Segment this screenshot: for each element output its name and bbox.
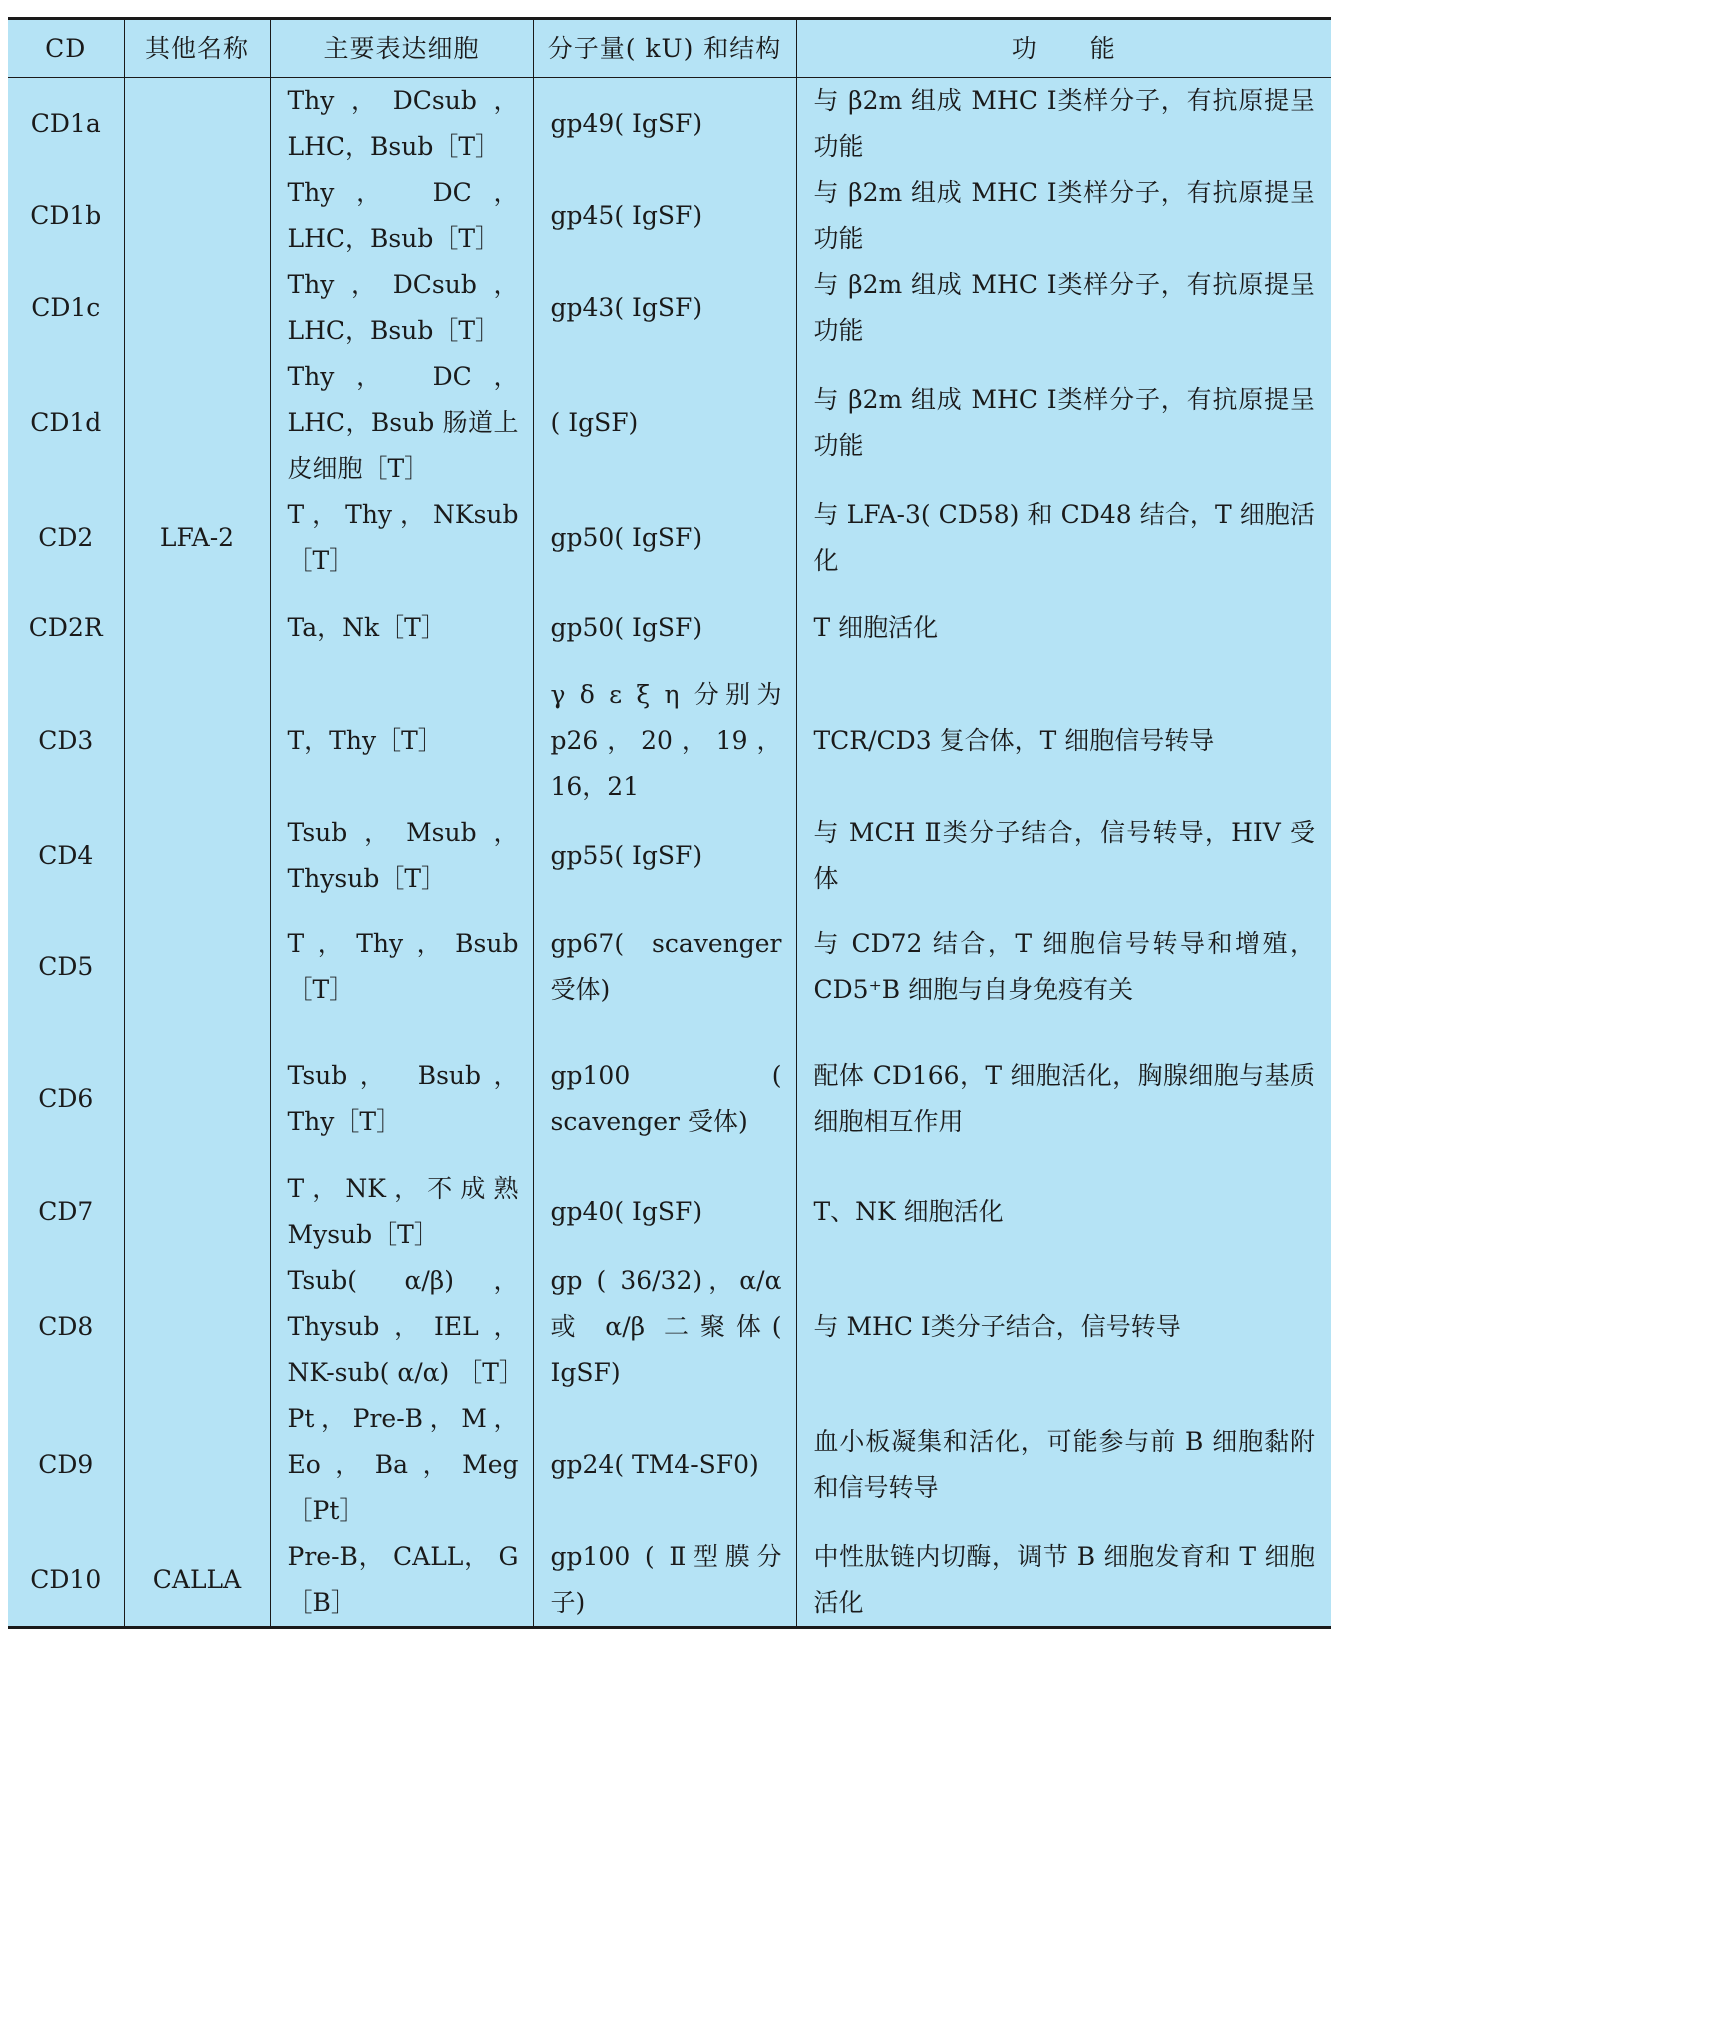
cells-cell: T，Thy［T］ bbox=[270, 672, 533, 810]
function-cell: T、NK 细胞活化 bbox=[796, 1166, 1331, 1258]
function-cell: T 细胞活化 bbox=[796, 584, 1331, 672]
cd-cell: CD4 bbox=[38, 841, 94, 870]
cd-cell: CD7 bbox=[38, 1197, 94, 1226]
table-row bbox=[8, 78, 1331, 171]
alt-name-cell bbox=[124, 902, 270, 1032]
alt-name-cell bbox=[124, 1396, 270, 1534]
table-row bbox=[8, 902, 1331, 1032]
molecular-weight-cell: gp ( 36/32)，α/α 或 α/β 二聚体( IgSF) bbox=[533, 1258, 796, 1396]
header-cells: 主要表达细胞 bbox=[270, 20, 533, 78]
function-cell: 与 β2m 组成 MHC Ⅰ类样分子，有抗原提呈功能 bbox=[796, 170, 1331, 262]
alt-name-cell bbox=[124, 584, 270, 672]
function-cell: 与 MCH Ⅱ类分子结合，信号转导，HIV 受体 bbox=[796, 810, 1331, 902]
header-alt-name: 其他名称 bbox=[124, 20, 270, 78]
function-cell: 中性肽链内切酶，调节 B 细胞发育和 T 细胞活化 bbox=[796, 1534, 1331, 1626]
cd-molecule-table bbox=[8, 17, 1331, 1629]
function-cell: TCR/CD3 复合体，T 细胞信号转导 bbox=[796, 672, 1331, 810]
alt-name-cell bbox=[124, 1258, 270, 1396]
function-cell: 与 CD72 结合，T 细胞信号转导和增殖，CD5⁺B 细胞与自身免疫有关 bbox=[796, 902, 1331, 1032]
cells-cell: Thy， DC， LHC，Bsub［T］ bbox=[270, 170, 533, 262]
cells-cell: T，Thy，Bsub［T］ bbox=[270, 902, 533, 1032]
cells-cell: Tsub， Bsub， Thy［T］ bbox=[270, 1032, 533, 1166]
header-function: 功 能 bbox=[796, 20, 1331, 78]
function-cell: 与 MHC Ⅰ类分子结合，信号转导 bbox=[796, 1258, 1331, 1396]
molecular-weight-cell: gp67( scavenger 受体) bbox=[533, 902, 796, 1032]
function-cell: 与 β2m 组成 MHC Ⅰ类样分子，有抗原提呈功能 bbox=[796, 78, 1331, 171]
table-row bbox=[8, 810, 1331, 902]
cd-cell: CD2 bbox=[38, 523, 94, 552]
alt-name-cell bbox=[124, 810, 270, 902]
molecular-weight-cell: gp49( IgSF) bbox=[533, 78, 796, 171]
cells-cell: Ta，Nk［T］ bbox=[270, 584, 533, 672]
function-cell: 血小板凝集和活化，可能参与前 B 细胞黏附和信号转导 bbox=[796, 1396, 1331, 1534]
molecular-weight-cell: gp24( TM4-SF0) bbox=[533, 1396, 796, 1534]
molecular-weight-cell: gp100 ( scavenger 受体) bbox=[533, 1032, 796, 1166]
function-cell: 与 β2m 组成 MHC Ⅰ类样分子，有抗原提呈功能 bbox=[796, 354, 1331, 492]
alt-name-cell bbox=[124, 672, 270, 810]
molecular-weight-cell: gp50( IgSF) bbox=[533, 492, 796, 584]
cd-cell: CD2R bbox=[28, 613, 103, 642]
cells-cell: Thy，DCsub，LHC，Bsub［T］ bbox=[270, 78, 533, 171]
cells-cell: Pt，Pre-B，M，Eo，Ba，Meg［Pt］ bbox=[270, 1396, 533, 1534]
table-row bbox=[8, 1166, 1331, 1258]
cd-cell: CD1d bbox=[30, 408, 102, 437]
header-row bbox=[8, 20, 1331, 78]
alt-name-cell bbox=[124, 262, 270, 354]
table bbox=[8, 20, 1331, 1626]
cd-cell: CD3 bbox=[38, 726, 94, 755]
table-row bbox=[8, 1534, 1331, 1626]
molecular-weight-cell: gp45( IgSF) bbox=[533, 170, 796, 262]
table-row bbox=[8, 1396, 1331, 1534]
alt-name-cell: CALLA bbox=[124, 1534, 270, 1626]
function-cell: 与 β2m 组成 MHC Ⅰ类样分子，有抗原提呈功能 bbox=[796, 262, 1331, 354]
alt-name-cell bbox=[124, 1032, 270, 1166]
table-row bbox=[8, 170, 1331, 262]
molecular-weight-cell: gp43( IgSF) bbox=[533, 262, 796, 354]
header-molecular-weight: 分子量( kU) 和结构 bbox=[533, 20, 796, 78]
cd-cell: CD6 bbox=[38, 1084, 94, 1113]
alt-name-cell bbox=[124, 354, 270, 492]
table-row bbox=[8, 262, 1331, 354]
cd-cell: CD1c bbox=[31, 293, 101, 322]
molecular-weight-cell: gp100 ( Ⅱ型膜分子) bbox=[533, 1534, 796, 1626]
table-row bbox=[8, 1258, 1331, 1396]
function-cell: 与 LFA-3( CD58) 和 CD48 结合，T 细胞活化 bbox=[796, 492, 1331, 584]
molecular-weight-cell: gp50( IgSF) bbox=[533, 584, 796, 672]
cd-cell: CD1a bbox=[30, 109, 101, 138]
cd-cell: CD8 bbox=[38, 1312, 94, 1341]
cells-cell: Tsub( α/β)，Thysub，IEL，NK-sub( α/α) ［T］ bbox=[270, 1258, 533, 1396]
cells-cell: T，Thy，NKsub［T］ bbox=[270, 492, 533, 584]
cells-cell: Thy，DCsub，LHC，Bsub［T］ bbox=[270, 262, 533, 354]
cells-cell: Tsub，Msub，Thysub［T］ bbox=[270, 810, 533, 902]
molecular-weight-cell: ( IgSF) bbox=[533, 354, 796, 492]
cells-cell: Pre-B， CALL， G［B］ bbox=[270, 1534, 533, 1626]
cd-cell: CD10 bbox=[30, 1565, 102, 1594]
cd-cell: CD9 bbox=[38, 1450, 94, 1479]
cd-cell: CD5 bbox=[38, 952, 94, 981]
alt-name-cell bbox=[124, 78, 270, 171]
molecular-weight-cell: γ δ ε ξ η 分别为p26，20，19，16，21 bbox=[533, 672, 796, 810]
function-cell: 配体 CD166，T 细胞活化，胸腺细胞与基质细胞相互作用 bbox=[796, 1032, 1331, 1166]
molecular-weight-cell: gp55( IgSF) bbox=[533, 810, 796, 902]
alt-name-cell: LFA-2 bbox=[124, 492, 270, 584]
table-row bbox=[8, 584, 1331, 672]
cd-cell: CD1b bbox=[30, 201, 102, 230]
molecular-weight-cell: gp40( IgSF) bbox=[533, 1166, 796, 1258]
alt-name-cell bbox=[124, 170, 270, 262]
cells-cell: Thy， DC， LHC，Bsub 肠道上皮细胞［T］ bbox=[270, 354, 533, 492]
cells-cell: T，NK，不成熟 Mysub［T］ bbox=[270, 1166, 533, 1258]
table-row bbox=[8, 354, 1331, 492]
alt-name-cell bbox=[124, 1166, 270, 1258]
table-row bbox=[8, 1032, 1331, 1166]
header-cd: CD bbox=[8, 20, 124, 78]
table-row bbox=[8, 672, 1331, 810]
table-row bbox=[8, 492, 1331, 584]
